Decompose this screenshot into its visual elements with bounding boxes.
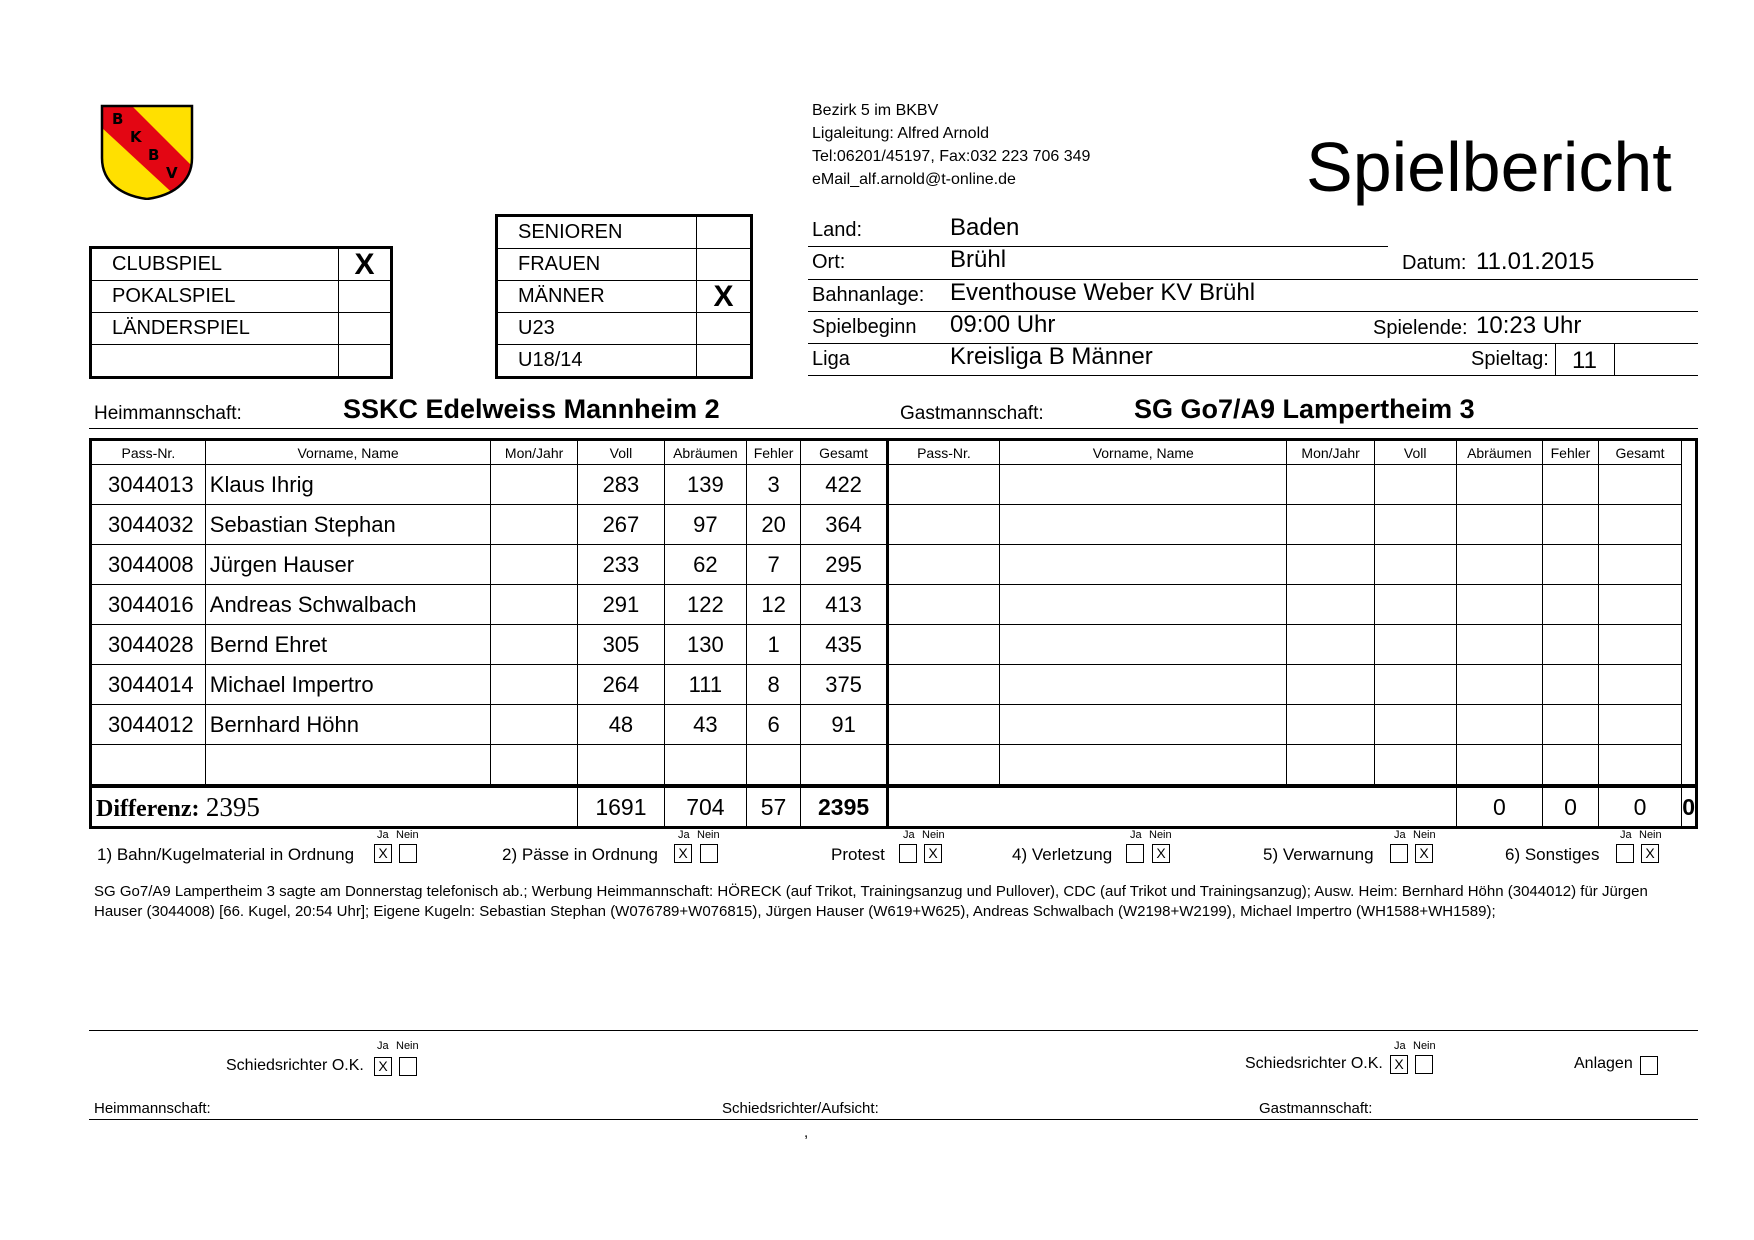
table-row	[91, 705, 1697, 745]
category-mark[interactable]: X	[697, 281, 752, 313]
guest-cell[interactable]	[1287, 745, 1374, 787]
home-gesamt[interactable]: 413	[801, 585, 887, 625]
home-voll[interactable]: 267	[577, 505, 664, 545]
referee-ok-ja-box[interactable]: X	[1390, 1055, 1408, 1074]
ja-label: Ja	[1130, 829, 1142, 841]
referee-ok-nein-box[interactable]	[399, 1057, 417, 1076]
game-type-label: LÄNDERSPIEL	[91, 313, 339, 345]
table-row	[91, 665, 1697, 705]
home-pass[interactable]: 3044032	[91, 505, 206, 545]
home-fehler[interactable]: 12	[746, 585, 801, 625]
check-nein-box[interactable]: X	[924, 844, 942, 863]
home-abraeumen[interactable]: 122	[665, 585, 747, 625]
nein-label: Nein	[1149, 829, 1172, 841]
guest-cell[interactable]	[1543, 625, 1599, 665]
guest-cell[interactable]	[1543, 505, 1599, 545]
home-name[interactable]: Bernhard Höhn	[205, 705, 491, 745]
home-gesamt[interactable]	[801, 745, 887, 787]
guest-cell[interactable]	[1287, 465, 1374, 505]
spielende-label: Spielende:	[1373, 317, 1468, 339]
guest-cell[interactable]	[1374, 705, 1456, 745]
anlagen-box[interactable]	[1640, 1056, 1658, 1075]
table-row	[91, 505, 1697, 545]
guest-team-label: Gastmannschaft:	[900, 403, 1044, 424]
ja-label: Ja	[1394, 829, 1406, 841]
guest-cell[interactable]	[887, 545, 999, 585]
check-label: 6) Sonstiges	[1505, 845, 1600, 864]
home-fehler[interactable]: 20	[746, 505, 801, 545]
guest-cell[interactable]	[1374, 665, 1456, 705]
ja-label: Ja	[1620, 829, 1632, 841]
guest-cell[interactable]	[1000, 625, 1287, 665]
home-fehler[interactable]: 8	[746, 665, 801, 705]
league-contact-info	[812, 99, 1090, 191]
home-monjahr[interactable]	[491, 585, 577, 625]
home-voll[interactable]: 305	[577, 625, 664, 665]
col-name: Vorname, Name	[1000, 440, 1287, 465]
nein-label: Nein	[1639, 829, 1662, 841]
home-gesamt[interactable]: 422	[801, 465, 887, 505]
guest-cell[interactable]	[1374, 745, 1456, 787]
home-name[interactable]: Andreas Schwalbach	[205, 585, 491, 625]
col-gesamt: Gesamt	[801, 440, 887, 465]
nein-label: Nein	[697, 829, 720, 841]
table-row	[91, 625, 1697, 665]
svg-text:B: B	[112, 110, 124, 128]
col-pass: Pass-Nr.	[91, 440, 206, 465]
home-gesamt[interactable]: 375	[801, 665, 887, 705]
guest-cell[interactable]	[1543, 465, 1599, 505]
home-total-voll: 1691	[577, 786, 664, 828]
home-voll[interactable]: 264	[577, 665, 664, 705]
totals-row	[91, 786, 1697, 828]
check-nein-box[interactable]: X	[1641, 844, 1659, 863]
referee-ok-label-guest: Schiedsrichter O.K.	[1245, 1055, 1383, 1072]
home-voll[interactable]: 283	[577, 465, 664, 505]
guest-cell[interactable]	[1000, 545, 1287, 585]
home-pass[interactable]: 3044016	[91, 585, 206, 625]
datum-label: Datum:	[1402, 252, 1467, 274]
liga-label: Liga	[812, 348, 850, 370]
guest-cell[interactable]	[1598, 625, 1681, 665]
spielbeginn-label: Spielbeginn	[812, 316, 917, 338]
category-mark[interactable]	[697, 249, 752, 281]
guest-cell[interactable]	[1374, 545, 1456, 585]
guest-cell[interactable]	[1543, 545, 1599, 585]
guest-total-abraeumen: 0	[1543, 786, 1599, 828]
guest-cell[interactable]	[1543, 585, 1599, 625]
home-voll[interactable]	[577, 745, 664, 787]
home-monjahr[interactable]	[491, 545, 577, 585]
home-voll[interactable]: 48	[577, 705, 664, 745]
check-label: 2) Pässe in Ordnung	[502, 845, 658, 864]
guest-cell[interactable]	[887, 465, 999, 505]
page-title: Spielbericht	[1306, 128, 1672, 206]
guest-cell[interactable]	[887, 745, 999, 787]
col-pass: Pass-Nr.	[887, 440, 999, 465]
guest-cell[interactable]	[1598, 585, 1681, 625]
guest-cell[interactable]	[1287, 705, 1374, 745]
category-label: FRAUEN	[497, 249, 697, 281]
home-total-fehler: 57	[746, 786, 801, 828]
svg-text:B: B	[148, 146, 160, 164]
nein-label: Nein	[922, 829, 945, 841]
check-label: 5) Verwarnung	[1263, 845, 1374, 864]
district-line: Bezirk 5 im BKBV	[812, 102, 939, 119]
home-name[interactable]: Bernd Ehret	[205, 625, 491, 665]
home-pass[interactable]	[91, 745, 206, 787]
check-ja-box[interactable]	[899, 844, 917, 863]
category-label: U23	[497, 313, 697, 345]
home-gesamt[interactable]: 364	[801, 505, 887, 545]
table-row	[91, 465, 1697, 505]
guest-cell[interactable]	[1543, 665, 1599, 705]
home-team-name[interactable]: SSKC Edelweiss Mannheim 2	[343, 394, 720, 424]
guest-total-voll: 0	[1456, 786, 1543, 828]
ort-label: Ort:	[812, 251, 846, 273]
signature-home-label: Heimmannschaft:	[94, 1100, 211, 1117]
bahnanlage-label: Bahnanlage:	[812, 284, 925, 306]
col-abraeumen: Abräumen	[1456, 440, 1543, 465]
home-total-abraeumen: 704	[665, 786, 747, 828]
stray-comma: ,	[804, 1124, 809, 1141]
guest-cell[interactable]	[887, 625, 999, 665]
guest-cell[interactable]	[1598, 505, 1681, 545]
check-label: 1) Bahn/Kugelmaterial in Ordnung	[97, 845, 355, 864]
check-label: 4) Verletzung	[1012, 845, 1113, 864]
guest-cell[interactable]	[1598, 745, 1681, 787]
bahnanlage-value[interactable]: Eventhouse Weber KV Brühl	[950, 279, 1256, 306]
difference-label: Differenz:	[96, 795, 200, 822]
guest-cell[interactable]	[1000, 665, 1287, 705]
home-monjahr[interactable]	[491, 705, 577, 745]
guest-cell[interactable]	[1287, 665, 1374, 705]
col-fehler: Fehler	[746, 440, 801, 465]
guest-cell[interactable]	[1598, 665, 1681, 705]
ja-label: Ja	[678, 829, 690, 841]
game-type-mark[interactable]	[339, 313, 392, 345]
home-gesamt[interactable]: 435	[801, 625, 887, 665]
liga-value[interactable]: Kreisliga B Männer	[950, 343, 1153, 370]
home-fehler[interactable]: 1	[746, 625, 801, 665]
guest-cell[interactable]	[1456, 745, 1543, 787]
home-abraeumen[interactable]: 97	[665, 505, 747, 545]
bkbv-logo	[100, 104, 194, 200]
guest-cell[interactable]	[1456, 505, 1543, 545]
home-name[interactable]: Jürgen Hauser	[205, 545, 491, 585]
guest-cell[interactable]	[887, 505, 999, 545]
guest-total-fehler: 0	[1598, 786, 1681, 828]
home-pass[interactable]: 3044008	[91, 545, 206, 585]
check-ja-box[interactable]	[1126, 844, 1144, 863]
header-row	[91, 440, 1697, 465]
spielbeginn-value[interactable]: 09:00 Uhr	[950, 311, 1056, 338]
signature-guest-label: Gastmannschaft:	[1259, 1100, 1373, 1117]
difference-cell	[91, 786, 578, 828]
land-value[interactable]: Baden	[950, 214, 1020, 241]
guest-team-name[interactable]: SG Go7/A9 Lampertheim 3	[1134, 394, 1475, 424]
col-abraeumen: Abräumen	[665, 440, 747, 465]
home-pass[interactable]: 3044014	[91, 665, 206, 705]
guest-cell[interactable]	[1456, 545, 1543, 585]
home-fehler[interactable]: 7	[746, 545, 801, 585]
home-abraeumen[interactable]: 62	[665, 545, 747, 585]
game-type-label: CLUBSPIEL	[91, 248, 339, 281]
check-nein-box[interactable]	[700, 844, 718, 863]
guest-total-gesamt: 0	[1682, 786, 1697, 828]
check-nein-box[interactable]: X	[1152, 844, 1170, 863]
game-type-box	[89, 246, 393, 379]
nein-label: Nein	[396, 829, 419, 841]
home-name[interactable]: Michael Impertro	[205, 665, 491, 705]
guest-cell[interactable]	[1456, 705, 1543, 745]
ort-value[interactable]: Brühl	[950, 246, 1007, 273]
guest-cell[interactable]	[1374, 505, 1456, 545]
home-monjahr[interactable]	[491, 665, 577, 705]
home-fehler[interactable]	[746, 745, 801, 787]
category-mark[interactable]	[697, 216, 752, 249]
svg-text:K: K	[130, 128, 142, 146]
home-abraeumen[interactable]: 111	[665, 665, 747, 705]
guest-cell[interactable]	[1598, 465, 1681, 505]
home-monjahr[interactable]	[491, 465, 577, 505]
guest-cell[interactable]	[1374, 585, 1456, 625]
check-nein-box[interactable]: X	[1415, 844, 1433, 863]
ja-label: Ja	[377, 1040, 389, 1052]
home-monjahr[interactable]	[491, 505, 577, 545]
guest-cell[interactable]	[1374, 465, 1456, 505]
table-row	[91, 745, 1697, 787]
home-fehler[interactable]: 6	[746, 705, 801, 745]
check-ja-box[interactable]: X	[674, 844, 692, 863]
guest-cell[interactable]	[1543, 745, 1599, 787]
category-box	[495, 214, 753, 379]
home-pass[interactable]: 3044012	[91, 705, 206, 745]
phone-fax-line: Tel:06201/45197, Fax:032 223 706 349	[812, 148, 1091, 165]
email-line: eMail_alf.arnold@t-online.de	[812, 171, 1016, 188]
nein-label: Nein	[396, 1040, 419, 1052]
category-label: U18/14	[497, 345, 697, 378]
guest-cell[interactable]	[1374, 625, 1456, 665]
col-voll: Voll	[1374, 440, 1456, 465]
nein-label: Nein	[1413, 829, 1436, 841]
home-voll[interactable]: 233	[577, 545, 664, 585]
home-abraeumen[interactable]: 43	[665, 705, 747, 745]
home-name[interactable]: Klaus Ihrig	[205, 465, 491, 505]
home-gesamt[interactable]: 91	[801, 705, 887, 745]
guest-cell[interactable]	[1456, 625, 1543, 665]
game-type-label	[91, 345, 339, 378]
ja-label: Ja	[377, 829, 389, 841]
guest-cell[interactable]	[1000, 585, 1287, 625]
col-fehler: Fehler	[1543, 440, 1599, 465]
guest-cell[interactable]	[1000, 745, 1287, 787]
guest-cell[interactable]	[1598, 545, 1681, 585]
ja-label: Ja	[903, 829, 915, 841]
category-label: MÄNNER	[497, 281, 697, 313]
home-abraeumen[interactable]	[665, 745, 747, 787]
guest-cell[interactable]	[1000, 705, 1287, 745]
col-monjahr: Mon/Jahr	[1287, 440, 1374, 465]
home-fehler[interactable]: 3	[746, 465, 801, 505]
guest-total-spacer	[887, 786, 1456, 828]
guest-cell[interactable]	[1287, 625, 1374, 665]
land-label: Land:	[812, 219, 863, 241]
col-voll: Voll	[577, 440, 664, 465]
home-gesamt[interactable]: 295	[801, 545, 887, 585]
check-nein-box[interactable]	[399, 844, 417, 863]
home-name[interactable]: Sebastian Stephan	[205, 505, 491, 545]
home-abraeumen[interactable]: 139	[665, 465, 747, 505]
home-monjahr[interactable]	[491, 625, 577, 665]
guest-cell[interactable]	[1598, 705, 1681, 745]
check-label: Protest	[831, 845, 885, 864]
spielende-value[interactable]: 10:23 Uhr	[1476, 312, 1582, 339]
ja-label: Ja	[1394, 1040, 1406, 1052]
home-name[interactable]	[205, 745, 491, 787]
check-ja-box[interactable]	[1390, 844, 1408, 863]
guest-cell[interactable]	[887, 665, 999, 705]
game-type-mark[interactable]	[339, 345, 392, 378]
col-monjahr: Mon/Jahr	[491, 440, 577, 465]
spieltag-value[interactable]: 11	[1572, 347, 1597, 374]
league-lead-line: Ligaleitung: Alfred Arnold	[812, 125, 990, 142]
home-monjahr[interactable]	[491, 745, 577, 787]
spieltag-label: Spieltag:	[1471, 348, 1549, 370]
check-ja-box[interactable]: X	[374, 844, 392, 863]
svg-text:V: V	[166, 164, 178, 182]
game-type-mark[interactable]: X	[339, 248, 392, 281]
home-pass[interactable]: 3044013	[91, 465, 206, 505]
guest-cell[interactable]	[887, 705, 999, 745]
guest-cell[interactable]	[1456, 465, 1543, 505]
signature-referee-label: Schiedsrichter/Aufsicht:	[722, 1100, 879, 1117]
home-team-label: Heimmannschaft:	[94, 403, 242, 424]
guest-cell[interactable]	[1543, 705, 1599, 745]
table-row	[91, 585, 1697, 625]
home-pass[interactable]: 3044028	[91, 625, 206, 665]
referee-ok-ja-box[interactable]: X	[374, 1057, 392, 1076]
guest-cell[interactable]	[1287, 585, 1374, 625]
home-abraeumen[interactable]: 130	[665, 625, 747, 665]
game-type-label: POKALSPIEL	[91, 281, 339, 313]
guest-cell[interactable]	[887, 585, 999, 625]
col-name: Vorname, Name	[205, 440, 491, 465]
score-table	[89, 438, 1698, 829]
guest-cell[interactable]	[1287, 505, 1374, 545]
col-gesamt: Gesamt	[1598, 440, 1681, 465]
category-mark[interactable]	[697, 313, 752, 345]
game-type-mark[interactable]	[339, 281, 392, 313]
guest-cell[interactable]	[1287, 545, 1374, 585]
guest-cell[interactable]	[1000, 505, 1287, 545]
home-voll[interactable]: 291	[577, 585, 664, 625]
difference-value: 2395	[205, 791, 260, 822]
nein-label: Nein	[1413, 1040, 1436, 1052]
category-mark[interactable]	[697, 345, 752, 378]
remarks-text: SG Go7/A9 Lampertheim 3 sagte am Donnerstag telefonisch ab.; Werbung Heimmannschaft: HÖRECK (auf Trikot, Trainingsanzug und Pullover), CDC (auf Trikot und Trainingsanzug); Ausw. Heim: Bernhard Höhn (3044012) für Jürgen Hauser (3044008) [66. Kugel, 20:54 Uhr]; Eigene Kugeln: Sebastian Stephan (W076789+W076815), Jürgen Hauser (W619+W625), Andreas Schwalbach (W2198+W2199), Michael Impertro (WH1588+WH1589);	[94, 883, 1648, 920]
anlagen-label: Anlagen	[1574, 1055, 1633, 1072]
guest-cell[interactable]	[1000, 465, 1287, 505]
category-label: SENIOREN	[497, 216, 697, 249]
table-row	[91, 545, 1697, 585]
datum-value[interactable]: 11.01.2015	[1476, 248, 1595, 275]
guest-cell[interactable]	[1456, 665, 1543, 705]
referee-ok-label-home: Schiedsrichter O.K.	[226, 1057, 364, 1074]
guest-cell[interactable]	[1456, 585, 1543, 625]
check-ja-box[interactable]	[1616, 844, 1634, 863]
home-total-gesamt: 2395	[801, 786, 887, 828]
referee-ok-nein-box[interactable]	[1415, 1055, 1433, 1074]
